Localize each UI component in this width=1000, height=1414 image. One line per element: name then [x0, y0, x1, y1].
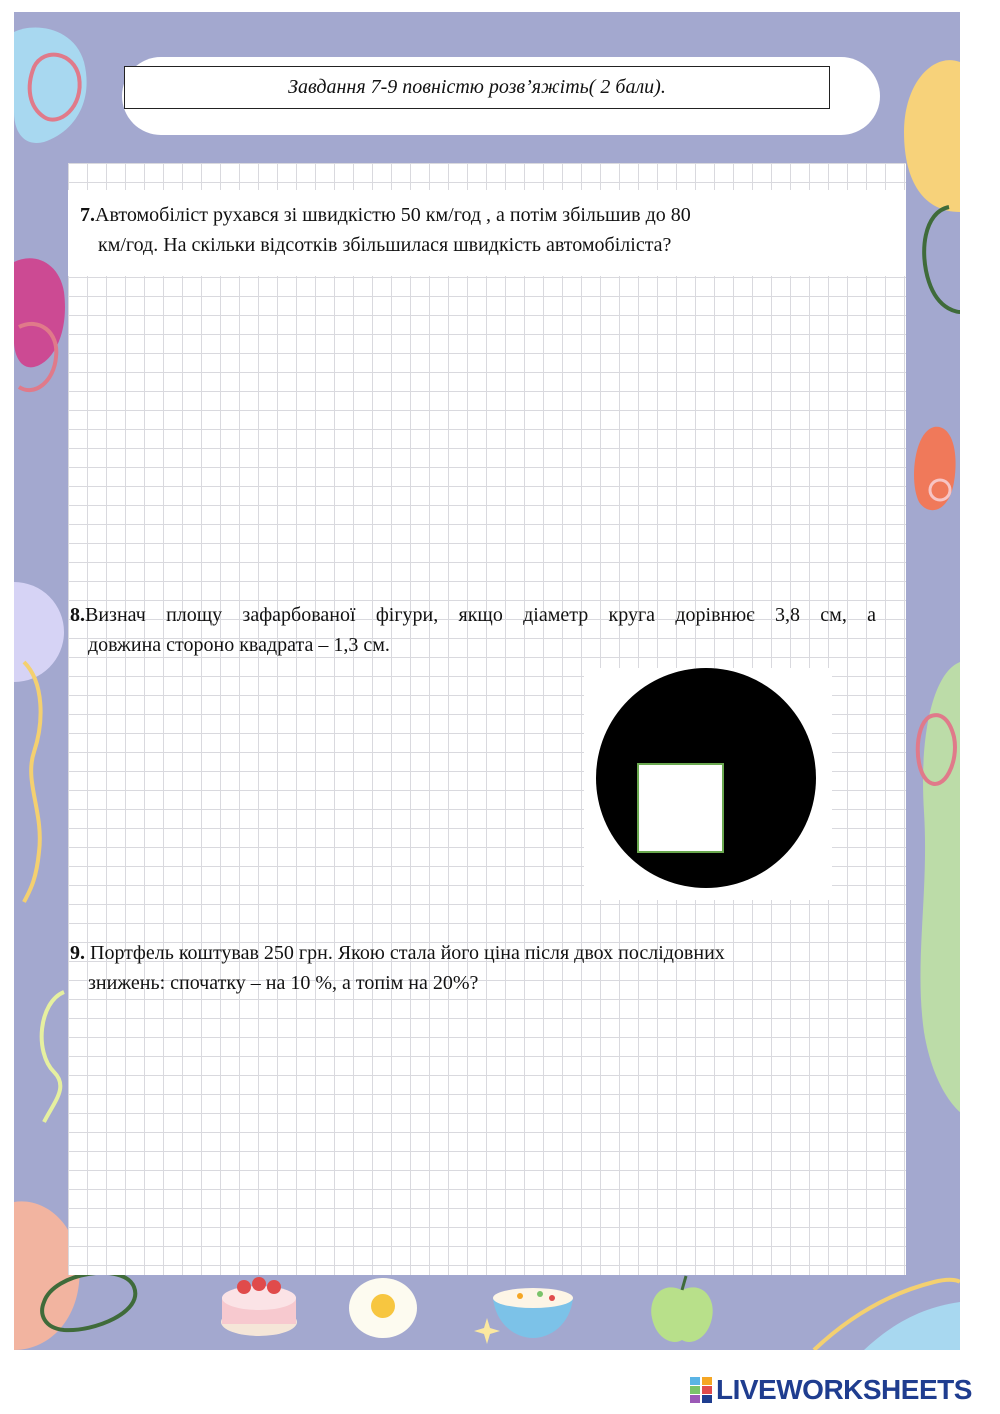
logo-mark-icon — [690, 1377, 712, 1403]
logo-text: LIVEWORKSHEETS — [716, 1374, 972, 1405]
question-7-number: 7. — [80, 204, 95, 226]
shaded-figure — [584, 668, 832, 900]
figure-area — [584, 668, 832, 900]
instruction-box — [124, 66, 830, 109]
instruction-text: Завдання 7-9 повністю розв’яжіть( 2 бали). — [288, 76, 666, 98]
inner-square — [638, 764, 723, 852]
question-9 — [70, 938, 870, 998]
question-9-line-1: Портфель коштував 250 грн. Якою стала його ціна після двох послідовних — [85, 942, 725, 964]
question-8 — [70, 600, 876, 660]
question-8-number: 8. — [70, 604, 85, 626]
question-7 — [80, 200, 840, 260]
question-8-line-1: Визнач площу зафарбованої фігури, якщо діаметр круга дорівнює 3,8 см, а — [85, 604, 876, 626]
question-7-line-2: км/год. На скільки відсотків збільшилася швидкість автомобіліста? — [98, 234, 672, 256]
question-8-line-2: довжина стороно квадрата – 1,3 см. — [88, 634, 390, 656]
question-9-number: 9. — [70, 942, 85, 964]
question-9-line-2: знижень: спочатку – на 10 %, а топім на 20%? — [88, 972, 479, 994]
liveworksheets-logo — [690, 1374, 972, 1406]
question-7-line-1: Автомобіліст рухався зі швидкістю 50 км/год , а потім збільшив до 80 — [95, 204, 691, 226]
